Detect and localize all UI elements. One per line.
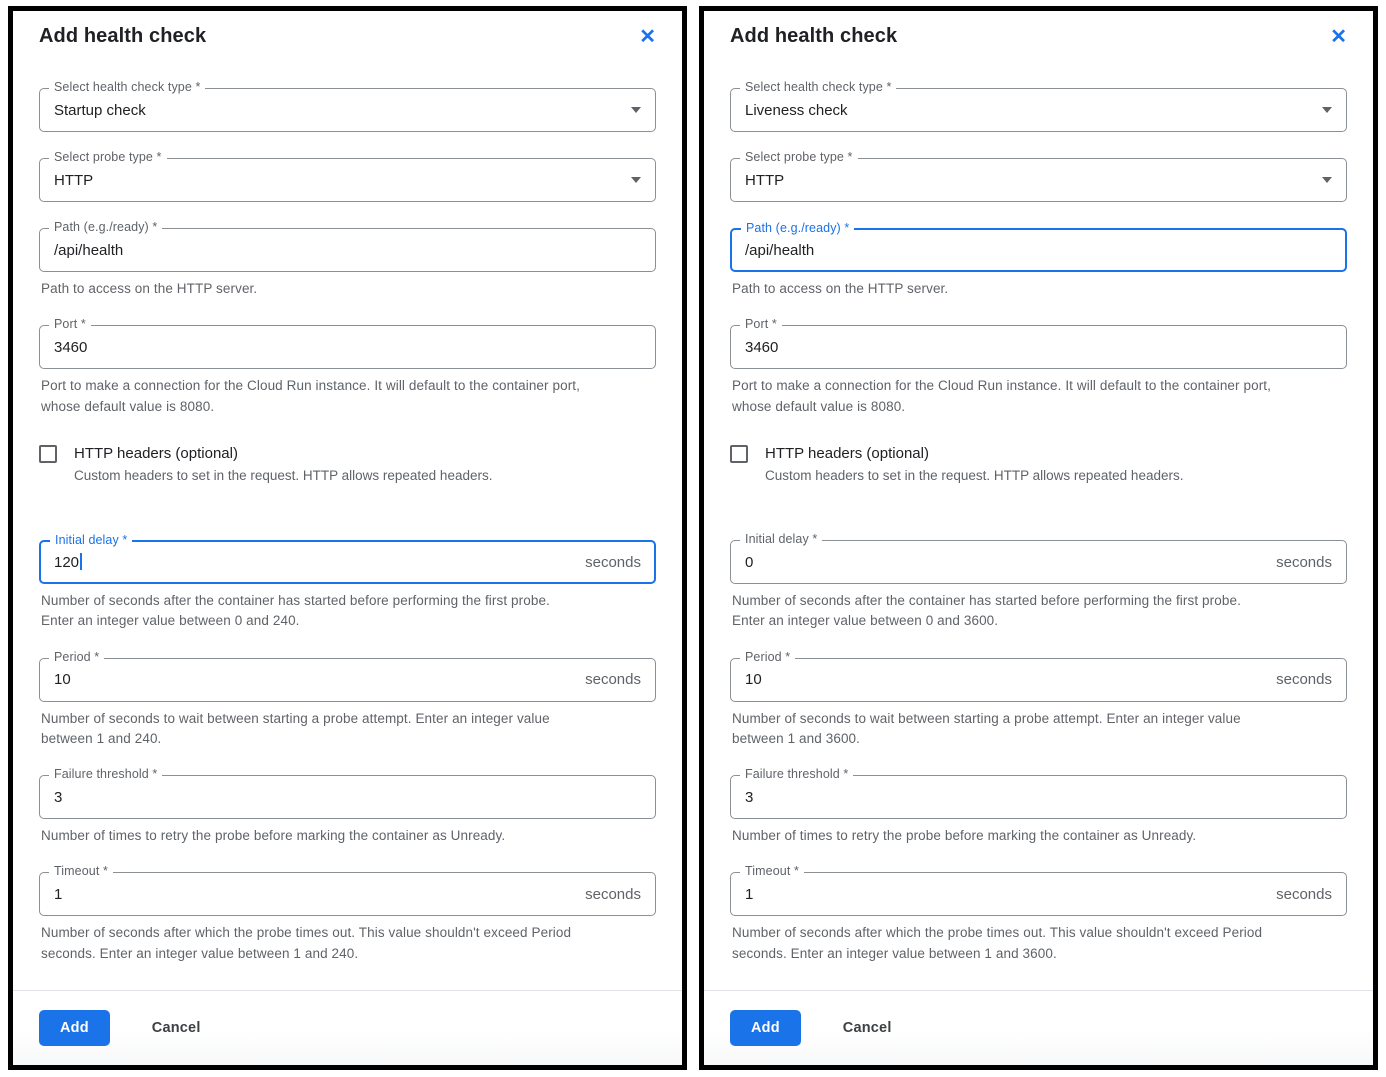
add-button[interactable]: Add (730, 1010, 801, 1046)
initial-delay-helper (732, 591, 1345, 632)
period-input[interactable] (730, 649, 1347, 702)
timeout-floating-label: Timeout * (49, 864, 113, 878)
timeout-helper (41, 923, 654, 964)
path-helper-line: Path to access on the HTTP server. (732, 281, 949, 296)
dropdown-arrow-icon (1322, 177, 1332, 183)
probe-type-floating-label: Select probe type * (49, 150, 167, 164)
path-group (730, 221, 1347, 299)
failure-threshold-value: 3 (745, 788, 754, 806)
health-check-type-floating-label: Select health check type * (49, 80, 205, 94)
initial-delay-helper-line: Enter an integer value between 0 and 3600. (732, 613, 999, 629)
failure-threshold-value: 3 (54, 788, 63, 806)
timeout-helper-line: Number of seconds after which the probe times out. This value shouldn't exceed Period (41, 925, 572, 941)
dialog-title: Add health check (730, 25, 898, 47)
close-icon[interactable]: ✕ (1330, 25, 1347, 48)
http-headers-row (39, 443, 656, 486)
probe-type-value: HTTP (745, 171, 785, 189)
port-helper-line: Port to make a connection for the Cloud Run instance. It will default to the container port, (732, 378, 1271, 394)
timeout-floating-label: Timeout * (740, 864, 804, 878)
initial-delay-helper (41, 591, 654, 632)
failure-threshold-input[interactable] (730, 767, 1347, 819)
health-check-type-select[interactable] (730, 80, 1347, 132)
dropdown-arrow-icon (631, 177, 641, 183)
dialog-body (13, 60, 682, 990)
period-helper-line: between 1 and 240. (41, 730, 162, 746)
http-headers-helper-line: Custom headers to set in the request. HTTP allows repeated headers. (74, 467, 493, 483)
timeout-group (39, 864, 656, 964)
dialog-header (704, 11, 1373, 60)
cancel-button[interactable]: Cancel (151, 1019, 201, 1036)
health-check-type-value: Liveness check (745, 101, 848, 119)
timeout-input[interactable] (39, 864, 656, 916)
add-health-check-dialog-liveness (699, 6, 1378, 1070)
period-helper (732, 709, 1345, 750)
add-button[interactable]: Add (39, 1010, 110, 1046)
http-headers-helper (765, 466, 1347, 486)
dropdown-arrow-icon (631, 107, 641, 113)
http-headers-group (39, 443, 656, 486)
timeout-helper-line: seconds. Enter an integer value between 1 and 3600. (732, 945, 1057, 961)
timeout-value: 1 (745, 885, 754, 903)
timeout-input[interactable] (730, 864, 1347, 916)
path-helper (732, 279, 1345, 299)
health-check-type-group (39, 80, 656, 132)
port-value: 3460 (54, 338, 88, 356)
probe-type-group (39, 150, 656, 202)
initial-delay-value: 0 (745, 553, 754, 571)
period-floating-label: Period * (49, 650, 104, 664)
http-headers-label: HTTP headers (optional) (74, 444, 238, 462)
initial-delay-unit-label: seconds (585, 553, 641, 571)
health-check-type-floating-label: Select health check type * (740, 80, 896, 94)
port-input[interactable] (39, 317, 656, 369)
probe-type-select[interactable] (39, 150, 656, 202)
period-value: 10 (54, 671, 71, 688)
timeout-group (730, 864, 1347, 964)
initial-delay-input[interactable] (39, 533, 656, 584)
path-input[interactable] (39, 220, 656, 272)
initial-delay-input[interactable] (730, 532, 1347, 584)
timeout-unit-label: seconds (585, 885, 641, 903)
port-value: 3460 (745, 338, 779, 356)
dialog-title: Add health check (39, 25, 207, 47)
path-value: /api/health (54, 241, 124, 259)
initial-delay-helper-line: Number of seconds after the container has started before performing the first probe. (732, 593, 1241, 608)
health-check-type-select[interactable] (39, 80, 656, 132)
http-headers-row (730, 443, 1347, 486)
http-headers-group (730, 443, 1347, 486)
http-headers-checkbox[interactable] (730, 445, 748, 463)
timeout-helper-line: Number of seconds after which the probe times out. This value shouldn't exceed Period (732, 925, 1263, 941)
initial-delay-floating-label: Initial delay * (50, 533, 132, 547)
port-helper-line: whose default value is 8080. (732, 398, 906, 414)
failure-threshold-helper-line: Number of times to retry the probe before marking the container as Unready. (41, 828, 506, 843)
probe-type-floating-label: Select probe type * (740, 150, 858, 164)
period-unit-label: seconds (1276, 671, 1332, 688)
http-headers-checkbox[interactable] (39, 445, 57, 463)
initial-delay-value: 120 (54, 554, 80, 571)
path-floating-label: Path (e.g./ready) * (49, 220, 162, 234)
failure-threshold-floating-label: Failure threshold * (49, 767, 162, 781)
initial-delay-unit-label: seconds (1276, 553, 1332, 571)
port-helper (41, 376, 654, 417)
port-helper-line: Port to make a connection for the Cloud Run instance. It will default to the container port, (41, 378, 580, 394)
text-cursor-icon (80, 553, 82, 570)
path-group (39, 220, 656, 299)
initial-delay-group (730, 532, 1347, 632)
period-unit-label: seconds (585, 671, 641, 688)
dropdown-arrow-icon (1322, 107, 1332, 113)
port-input[interactable] (730, 317, 1347, 369)
timeout-helper-line: seconds. Enter an integer value between 1 and 240. (41, 945, 359, 961)
port-group (39, 317, 656, 417)
period-floating-label: Period * (740, 650, 795, 664)
period-value: 10 (745, 671, 762, 688)
port-group (730, 317, 1347, 417)
period-helper (41, 709, 654, 750)
period-input[interactable] (39, 649, 656, 702)
probe-type-value: HTTP (54, 171, 94, 189)
period-helper-line: Number of seconds to wait between starting a probe attempt. Enter an integer value (41, 710, 550, 726)
failure-threshold-helper-line: Number of times to retry the probe before marking the container as Unready. (732, 828, 1197, 843)
port-floating-label: Port * (740, 317, 782, 331)
failure-threshold-helper (41, 826, 654, 846)
close-icon[interactable]: ✕ (639, 25, 656, 48)
health-check-type-group (730, 80, 1347, 132)
period-helper-line: between 1 and 3600. (732, 730, 861, 746)
http-headers-helper-line: Custom headers to set in the request. HTTP allows repeated headers. (765, 467, 1184, 483)
cancel-button[interactable]: Cancel (842, 1019, 892, 1036)
http-headers-label: HTTP headers (optional) (765, 444, 929, 462)
initial-delay-floating-label: Initial delay * (740, 532, 822, 546)
health-check-type-value: Startup check (54, 101, 146, 119)
timeout-unit-label: seconds (1276, 885, 1332, 903)
path-helper-line: Path to access on the HTTP server. (41, 281, 258, 296)
timeout-helper (732, 923, 1345, 964)
failure-threshold-input[interactable] (39, 767, 656, 819)
path-input[interactable] (730, 221, 1347, 272)
period-group (39, 649, 656, 750)
http-headers-helper (74, 466, 656, 486)
initial-delay-group (39, 533, 656, 632)
failure-threshold-group (730, 767, 1347, 846)
path-floating-label: Path (e.g./ready) * (741, 221, 854, 235)
period-helper-line: Number of seconds to wait between starting a probe attempt. Enter an integer value (732, 710, 1241, 726)
path-value: /api/health (745, 241, 815, 259)
dialog-footer (704, 990, 1373, 1070)
probe-type-select[interactable] (730, 150, 1347, 202)
timeout-value: 1 (54, 885, 63, 903)
dialog-body (704, 60, 1373, 990)
initial-delay-helper-line: Enter an integer value between 0 and 240. (41, 613, 300, 629)
path-helper (41, 279, 654, 299)
dialog-footer (13, 990, 682, 1070)
failure-threshold-helper (732, 826, 1345, 846)
port-helper-line: whose default value is 8080. (41, 398, 215, 414)
period-group (730, 649, 1347, 750)
failure-threshold-group (39, 767, 656, 846)
dialog-header (13, 11, 682, 60)
port-floating-label: Port * (49, 317, 91, 331)
failure-threshold-floating-label: Failure threshold * (740, 767, 853, 781)
initial-delay-helper-line: Number of seconds after the container has started before performing the first probe. (41, 593, 550, 608)
port-helper (732, 376, 1345, 417)
add-health-check-dialog-startup (8, 6, 687, 1070)
probe-type-group (730, 150, 1347, 202)
